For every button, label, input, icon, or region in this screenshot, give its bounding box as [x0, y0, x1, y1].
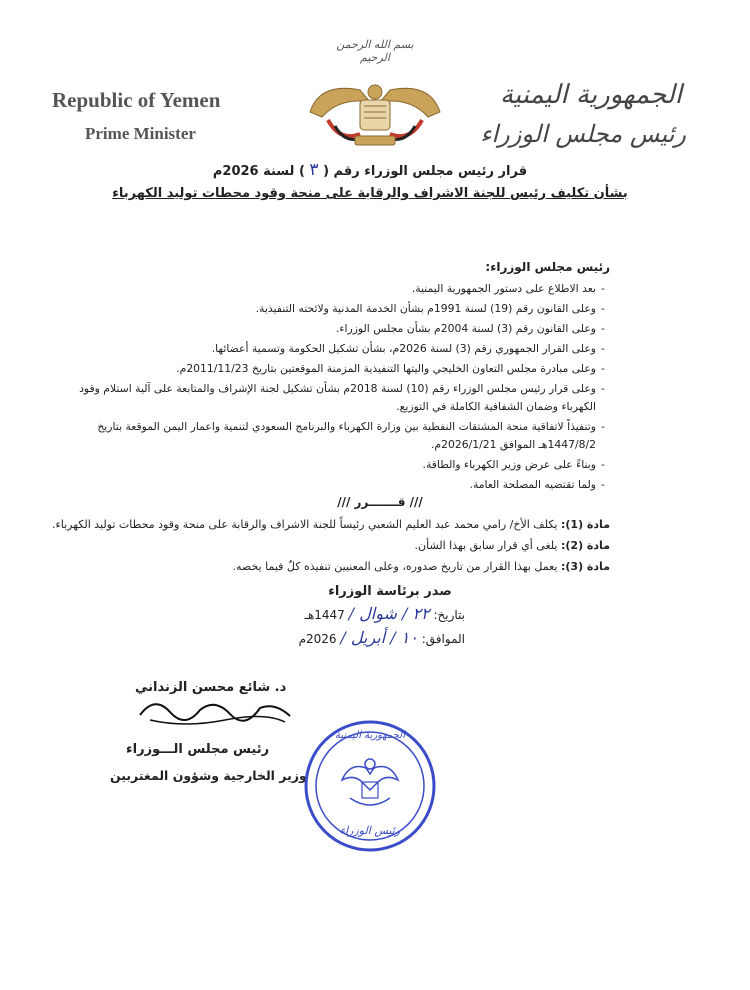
- handwritten-signature-icon: [135, 690, 295, 730]
- basmala: بسم الله الرحمن الرحيم: [336, 38, 414, 64]
- header-country-en: Republic of Yemen: [52, 88, 221, 112]
- preamble-item: -وبناءً على عرض وزير الكهرباء والطاقة.: [422, 458, 605, 471]
- gregorian-date-year: 2026م: [298, 632, 337, 646]
- preamble-item-continued: 1447/8/2هـ الموافق 2026/1/21م.: [431, 438, 596, 451]
- gregorian-date-value: ١٠ / أبريل /: [340, 628, 418, 647]
- preamble-item: -ولما تقتضيه المصلحة العامة.: [469, 478, 605, 491]
- stamp-top-text: الجمهورية اليمنية: [334, 730, 405, 741]
- header-office-ar: رئيس مجلس الوزراء: [480, 120, 686, 148]
- preamble-item: -وعلى القانون رقم (3) لسنة 2004م بشأن مجلس الوزراء.: [336, 322, 605, 335]
- article-3: مادة (3): يعمل بهذا القرار من تاريخ صدوره، وعلى المعنيين تنفيذه كلٌ فيما يخصه.: [232, 560, 610, 573]
- header-country-ar: الجمهورية اليمنية: [499, 80, 682, 110]
- decision-subject: بشأن تكليف رئيس للجنة الاشراف والرقابة على منحة وقود محطات توليد الكهرباء: [112, 186, 628, 201]
- yemen-emblem-icon: [300, 72, 450, 152]
- article-1: مادة (1): يكلف الأخ/ رامي محمد عبد العليم الشعبي رئيساً للجنة الاشراف والرقابة على منحة وقود محطات توليد الكهرباء.: [52, 518, 610, 531]
- preamble-item: -وعلى القرار الجمهوري رقم (3) لسنة 2026م، بشأن تشكيل الحكومة وتسمية أعضائها.: [211, 342, 605, 355]
- hijri-date-year: 1447هـ: [304, 608, 345, 622]
- stamp-bottom-text: رئيس الوزراء: [339, 824, 401, 837]
- preamble-item: -بعد الاطلاع على دستور الجمهورية اليمنية.: [411, 282, 605, 295]
- signatory-name: د. شائع محسن الزنداني: [135, 680, 287, 695]
- preamble-item: -وتنفيذاً لاتفاقية منحة المشتقات النفطية بين وزارة الكهرباء والبرنامج السعودي لتنمية واعمار اليمن الموقعة بتاريخ: [97, 420, 605, 433]
- decision-number: ٣: [309, 160, 319, 180]
- hijri-date: [304, 604, 465, 623]
- preamble-item: -وعلى مبادرة مجلس التعاون الخليجي واليتها التنفيذية المزمنة الموقعتين بتاريخ 2011/11/23م.: [176, 362, 605, 375]
- hijri-date-label: بتاريخ:: [433, 608, 465, 622]
- decision-word: /// قـــــــرر ///: [337, 495, 423, 509]
- decision-title-suffix: ) لسنة 2026م: [212, 164, 305, 179]
- gregorian-date: [299, 628, 465, 647]
- article-2: مادة (2): يلغى أي قرار سابق بهذا الشأن.: [414, 539, 610, 552]
- preamble-item-continued: الكهرباء وضمان الشفافية الكاملة في التوزيع.: [396, 400, 596, 413]
- preamble-item: -وعلى القانون رقم (19) لسنة 1991م بشأن الخدمة المدنية ولائحته التنفيذية.: [255, 302, 605, 315]
- decision-title-prefix: قرار رئيس مجلس الوزراء رقم (: [323, 164, 528, 179]
- decision-title: [120, 160, 620, 180]
- preamble-heading: رئيس مجلس الوزراء:: [485, 260, 610, 274]
- issued-by: صدر برئاسة الوزراء: [328, 584, 452, 599]
- gregorian-date-label: الموافق:: [421, 632, 465, 646]
- signatory-title-fm: وزير الخارجية وشؤون المغتربين: [110, 768, 307, 783]
- header-office-en: Prime Minister: [85, 124, 196, 143]
- hijri-date-value: ٢٢ / شوال /: [348, 604, 430, 623]
- signatory-title-pm: رئيس مجلس الـــوزراء: [126, 742, 270, 757]
- preamble-item: -وعلى قرار رئيس مجلس الوزراء رقم (10) لسنة 2018م بشأن تشكيل لجنة الإشراف والمتابعة على آلية استلام وقود: [79, 382, 605, 395]
